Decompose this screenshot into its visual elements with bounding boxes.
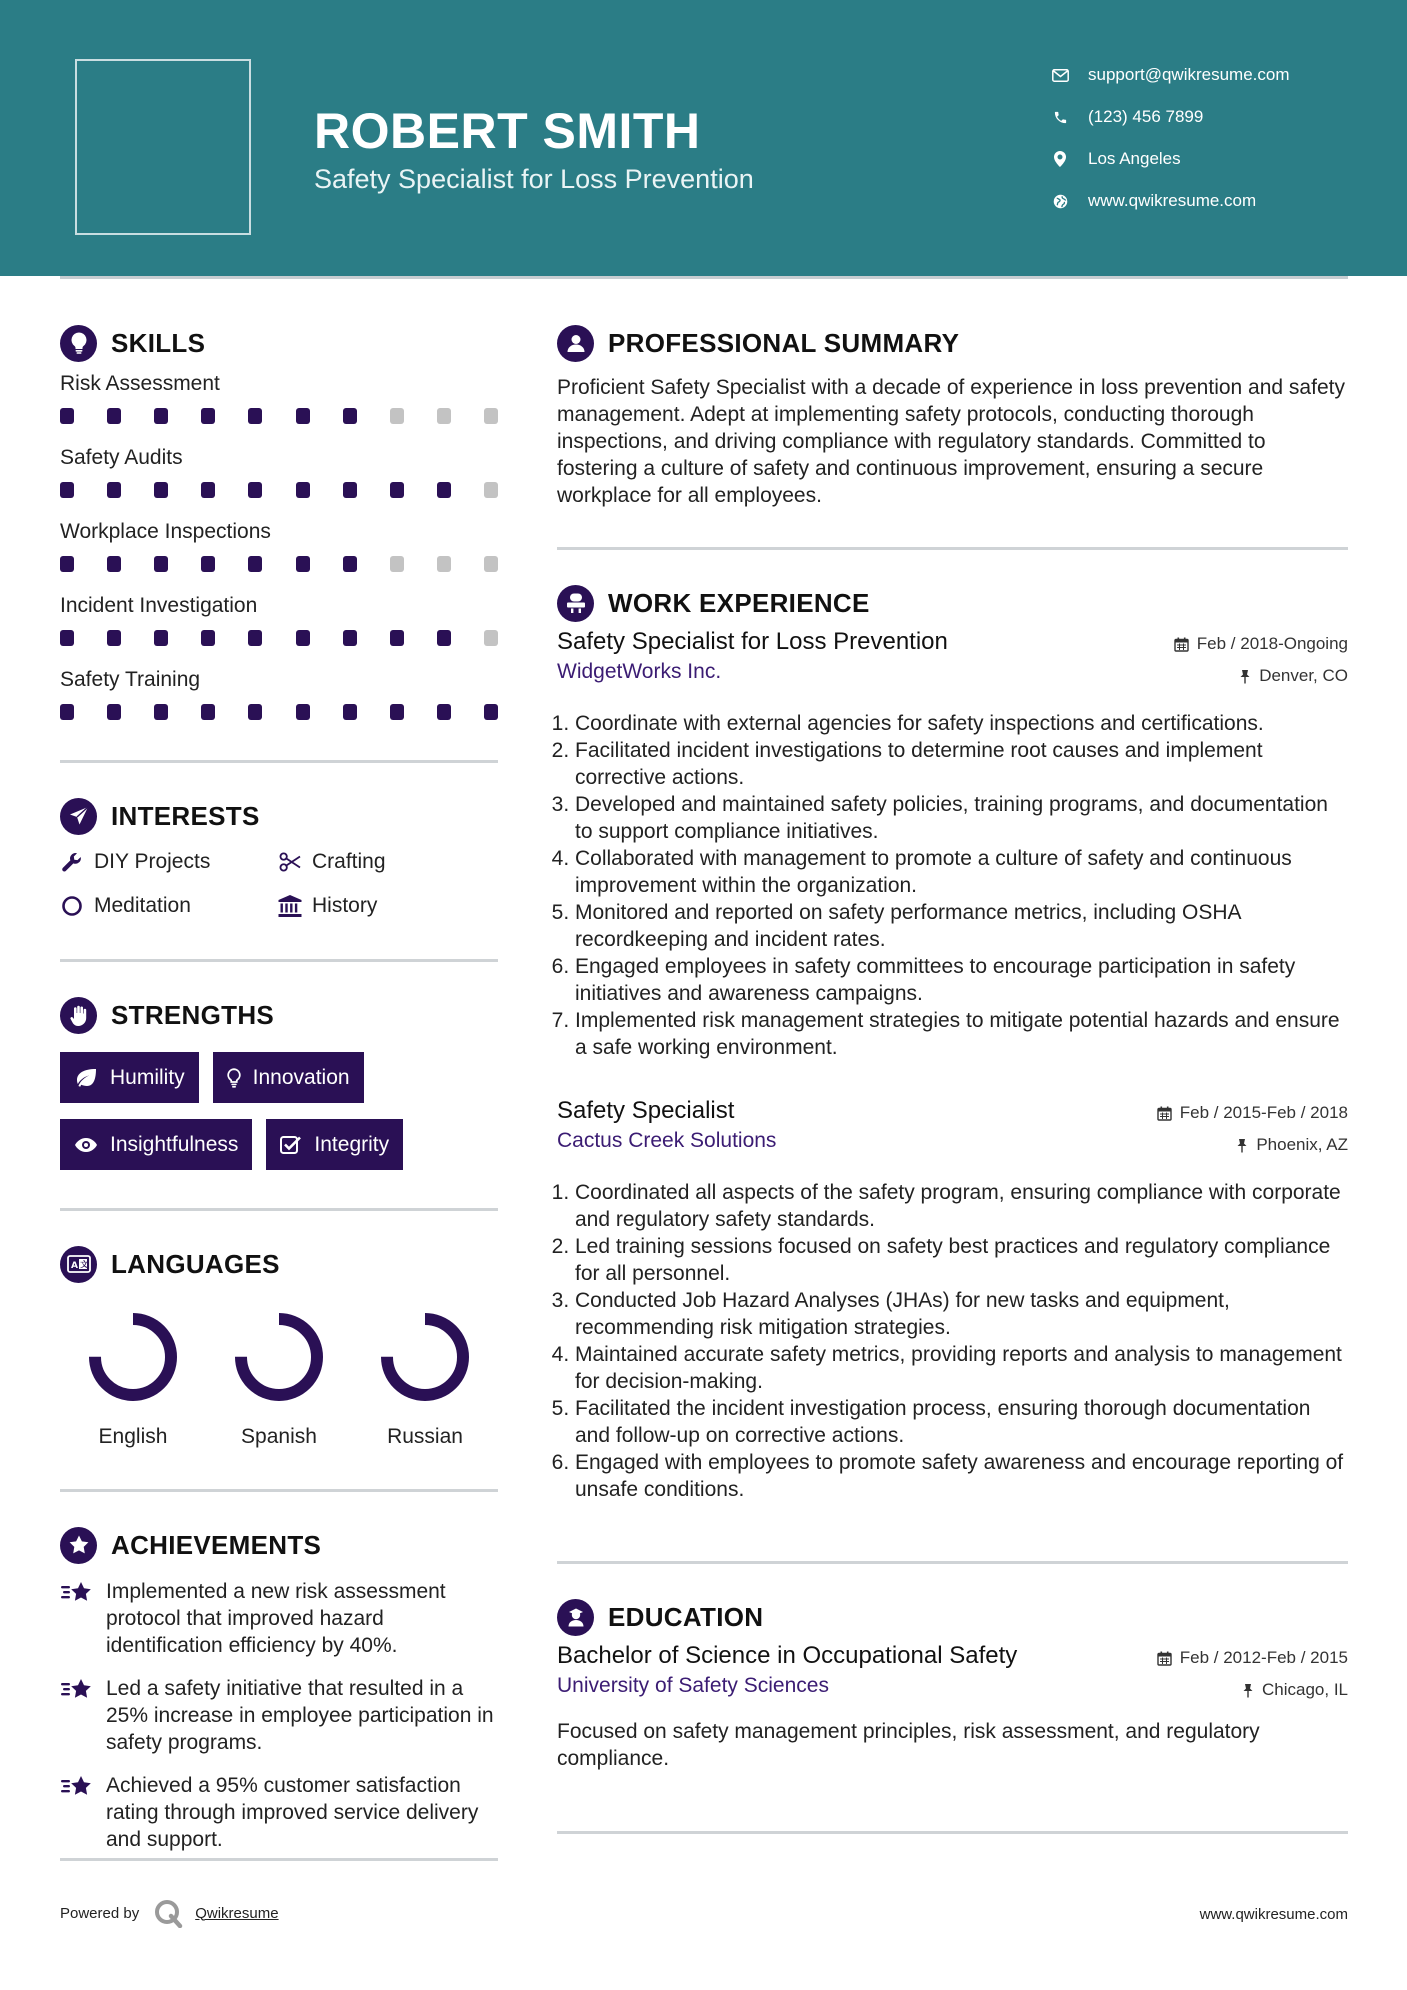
- qwikresume-link[interactable]: Qwikresume: [195, 1904, 279, 1922]
- interests-heading: INTERESTS: [60, 791, 498, 841]
- strength-tag: Integrity: [266, 1119, 403, 1170]
- language-progress-arc: [241, 1319, 317, 1395]
- rating-dot-empty: [484, 630, 498, 646]
- section-divider: [60, 760, 498, 763]
- graduate-icon: [557, 1599, 594, 1636]
- skill-item: Workplace Inspections: [60, 520, 498, 572]
- calendar-icon: [1157, 1651, 1172, 1666]
- right-column: [557, 318, 1348, 1772]
- rating-dot-filled: [390, 630, 404, 646]
- eye-icon: [74, 1137, 98, 1153]
- pushpin-icon: [1242, 1683, 1254, 1698]
- skill-rating: [60, 556, 498, 572]
- rating-dot-filled: [248, 630, 262, 646]
- interests-list: [60, 847, 498, 921]
- star-icon: [60, 1578, 96, 1659]
- calendar-icon: [1174, 637, 1189, 652]
- achievement-item: Implemented a new risk assessment protocol that improved hazard identification efficiency by 40%.: [60, 1578, 498, 1659]
- job-entry: [557, 628, 1348, 1061]
- duties-list: [557, 1179, 1348, 1503]
- job-title: Safety Specialist: [557, 1097, 735, 1124]
- interest-item: History: [278, 891, 496, 921]
- job-meta: Feb / 2015-Feb / 2018 Phoenix, AZ: [1157, 1097, 1348, 1161]
- section-divider: [60, 1208, 498, 1211]
- duty-item: 4. Collaborated with management to promote a culture of safety and continuous improvement within the organization.: [575, 845, 1348, 899]
- education-entry: [557, 1642, 1348, 1772]
- section-divider: [557, 547, 1348, 550]
- rating-dot-empty: [484, 408, 498, 424]
- contact-email[interactable]: support@qwikresume.com: [1050, 54, 1290, 96]
- pushpin-icon: [1236, 1138, 1248, 1153]
- qwikresume-logo-icon: [153, 1898, 183, 1928]
- skill-item: Incident Investigation: [60, 594, 498, 646]
- rating-dot-filled: [154, 408, 168, 424]
- svg-text:文: 文: [79, 1260, 88, 1270]
- contact-website[interactable]: www.qwikresume.com: [1050, 180, 1290, 222]
- company-name: WidgetWorks Inc.: [557, 660, 722, 683]
- rating-dot-filled: [154, 482, 168, 498]
- footer-branding: Powered by Qwikresume: [60, 1898, 279, 1928]
- language-item: English: [60, 1307, 206, 1449]
- duty-item: 2. Facilitated incident investigations to determine root causes and implement corrective actions.: [575, 737, 1348, 791]
- language-icon: [60, 1246, 97, 1283]
- rating-dot-filled: [107, 630, 121, 646]
- rating-dot-filled: [107, 408, 121, 424]
- achievements-heading: ACHIEVEMENTS: [60, 1520, 498, 1570]
- lightbulb-outline-icon: [227, 1068, 241, 1088]
- star-icon: [60, 1675, 96, 1756]
- rating-dot-filled: [107, 704, 121, 720]
- rating-dot-filled: [437, 704, 451, 720]
- rating-dot-filled: [296, 630, 310, 646]
- language-progress-ring: [83, 1307, 183, 1407]
- section-divider: [557, 1561, 1348, 1564]
- rating-dot-filled: [201, 704, 215, 720]
- wrench-icon: [60, 851, 84, 873]
- footer-divider: [60, 1858, 498, 1861]
- education-heading: EDUCATION: [557, 1592, 1348, 1642]
- duty-item: 1. Coordinate with external agencies for safety inspections and certifications.: [575, 710, 1348, 737]
- lightbulb-icon: [60, 325, 97, 362]
- rating-dot-filled: [296, 482, 310, 498]
- duty-item: 5. Facilitated the incident investigation process, ensuring thorough documentation and follow-up on corrective actions.: [575, 1395, 1348, 1449]
- rating-dot-filled: [390, 482, 404, 498]
- user-icon: [557, 325, 594, 362]
- rating-dot-filled: [484, 704, 498, 720]
- rating-dot-filled: [437, 630, 451, 646]
- strengths-list: [60, 1052, 498, 1170]
- achievements-list: [60, 1578, 498, 1853]
- job-title: Safety Specialist for Loss Prevention: [557, 628, 948, 655]
- candidate-role: Safety Specialist for Loss Prevention: [314, 164, 754, 194]
- language-progress-arc: [387, 1319, 463, 1395]
- strength-tag: Innovation: [213, 1052, 364, 1103]
- skills-heading: SKILLS: [60, 318, 498, 368]
- circle-icon: [60, 895, 84, 917]
- phone-icon: [1050, 107, 1070, 127]
- rating-dot-filled: [60, 630, 74, 646]
- interest-item: Meditation: [60, 891, 278, 921]
- paper-plane-icon: [60, 798, 97, 835]
- rating-dot-empty: [390, 408, 404, 424]
- language-progress-arc: [95, 1319, 171, 1395]
- contact-location: Los Angeles: [1050, 138, 1290, 180]
- interest-item: DIY Projects: [60, 847, 278, 877]
- rating-dot-empty: [437, 408, 451, 424]
- globe-icon: [1050, 191, 1070, 211]
- strength-tag: Insightfulness: [60, 1119, 252, 1170]
- language-item: Spanish: [206, 1307, 352, 1449]
- rating-dot-empty: [484, 482, 498, 498]
- rating-dot-filled: [107, 482, 121, 498]
- rating-dot-filled: [248, 704, 262, 720]
- skill-rating: [60, 630, 498, 646]
- summary-heading: PROFESSIONAL SUMMARY: [557, 318, 1348, 368]
- rating-dot-filled: [390, 704, 404, 720]
- language-item: Russian: [352, 1307, 498, 1449]
- duty-item: 3. Developed and maintained safety policies, training programs, and documentation to support compliance initiatives.: [575, 791, 1348, 845]
- skill-item: Safety Training: [60, 668, 498, 720]
- svg-text:A: A: [70, 1261, 78, 1271]
- candidate-name: ROBERT SMITH: [314, 103, 701, 159]
- duty-item: 1. Coordinated all aspects of the safety program, ensuring compliance with corporate and regulatory safety standards.: [575, 1179, 1348, 1233]
- checkbox-icon: [280, 1135, 302, 1155]
- photo-placeholder: [75, 59, 251, 235]
- footer-divider-right: [557, 1831, 1348, 1834]
- duty-item: 6. Engaged with employees to promote safety awareness and encourage reporting of unsafe conditions.: [575, 1449, 1348, 1503]
- skill-rating: [60, 482, 498, 498]
- summary-text: Proficient Safety Specialist with a decade of experience in loss prevention and safety management. Adept at implementing safety protocols, conducting thorough inspections, and driving compliance with regulatory standards. Committed to fostering a culture of safety and continuous improvement, ensuring a secure workplace for all employees.: [557, 376, 1345, 507]
- rating-dot-filled: [154, 630, 168, 646]
- duties-list: [557, 710, 1348, 1061]
- job-meta: Feb / 2018-Ongoing Denver, CO: [1174, 628, 1348, 692]
- duty-item: 2. Led training sessions focused on safety best practices and regulatory compliance for all personnel.: [575, 1233, 1348, 1287]
- degree-title: Bachelor of Science in Occupational Safety: [557, 1642, 1018, 1669]
- contact-phone[interactable]: (123) 456 7899: [1050, 96, 1290, 138]
- rating-dot-filled: [201, 408, 215, 424]
- star-badge-icon: [60, 1527, 97, 1564]
- duty-item: 7. Implemented risk management strategies to mitigate potential hazards and ensure a safe working environment.: [575, 1007, 1348, 1061]
- left-column: [60, 318, 498, 1869]
- rating-dot-filled: [248, 408, 262, 424]
- rating-dot-filled: [107, 556, 121, 572]
- strength-tag: Humility: [60, 1052, 199, 1103]
- skill-rating: [60, 408, 498, 424]
- resume-header: [0, 0, 1407, 276]
- hand-icon: [60, 997, 97, 1034]
- footer-website[interactable]: www.qwikresume.com: [1199, 1906, 1348, 1923]
- interest-item: Crafting: [278, 847, 496, 877]
- rating-dot-filled: [154, 704, 168, 720]
- header-divider: [60, 276, 1348, 279]
- location-pin-icon: [1050, 149, 1070, 169]
- star-icon: [60, 1772, 96, 1853]
- contact-list: [1050, 54, 1290, 222]
- rating-dot-filled: [343, 556, 357, 572]
- achievement-item: Led a safety initiative that resulted in a 25% increase in employee participation in safety programs.: [60, 1675, 498, 1756]
- languages-list: [60, 1307, 498, 1449]
- skill-rating: [60, 704, 498, 720]
- rating-dot-filled: [248, 482, 262, 498]
- rating-dot-filled: [201, 630, 215, 646]
- rating-dot-filled: [296, 704, 310, 720]
- rating-dot-empty: [390, 556, 404, 572]
- rating-dot-filled: [60, 556, 74, 572]
- duty-item: 3. Conducted Job Hazard Analyses (JHAs) for new tasks and equipment, recommending risk mitigation strategies.: [575, 1287, 1348, 1341]
- rating-dot-filled: [201, 482, 215, 498]
- education-description: Focused on safety management principles, risk assessment, and regulatory compliance.: [557, 1720, 1260, 1770]
- rating-dot-filled: [60, 482, 74, 498]
- rating-dot-filled: [343, 630, 357, 646]
- achievement-item: Achieved a 95% customer satisfaction rating through improved service delivery and support.: [60, 1772, 498, 1853]
- scissors-icon: [278, 852, 302, 872]
- languages-heading: A 文 LANGUAGES: [60, 1239, 498, 1289]
- job-entry: [557, 1097, 1348, 1503]
- rating-dot-filled: [296, 408, 310, 424]
- briefcase-icon: [557, 585, 594, 622]
- strengths-heading: STRENGTHS: [60, 990, 498, 1040]
- education-meta: Feb / 2012-Feb / 2015 Chicago, IL: [1157, 1642, 1348, 1706]
- rating-dot-filled: [343, 704, 357, 720]
- rating-dot-filled: [248, 556, 262, 572]
- rating-dot-filled: [437, 482, 451, 498]
- experience-heading: WORK EXPERIENCE: [557, 578, 1348, 628]
- duty-item: 4. Maintained accurate safety metrics, providing reports and analysis to management for decision-making.: [575, 1341, 1348, 1395]
- skill-item: Safety Audits: [60, 446, 498, 498]
- language-progress-ring: [229, 1307, 329, 1407]
- museum-icon: [278, 895, 302, 917]
- rating-dot-filled: [60, 408, 74, 424]
- rating-dot-filled: [201, 556, 215, 572]
- envelope-icon: [1050, 65, 1070, 85]
- leaf-icon: [74, 1068, 98, 1088]
- skills-list: [60, 372, 498, 720]
- rating-dot-filled: [154, 556, 168, 572]
- rating-dot-filled: [343, 482, 357, 498]
- skill-item: Risk Assessment: [60, 372, 498, 424]
- section-divider: [60, 1489, 498, 1492]
- language-progress-ring: [375, 1307, 475, 1407]
- pushpin-icon: [1239, 669, 1251, 684]
- rating-dot-empty: [484, 556, 498, 572]
- school-name: University of Safety Sciences: [557, 1674, 829, 1697]
- calendar-icon: [1157, 1106, 1172, 1121]
- rating-dot-filled: [296, 556, 310, 572]
- company-name: Cactus Creek Solutions: [557, 1129, 777, 1152]
- section-divider: [60, 959, 498, 962]
- rating-dot-filled: [60, 704, 74, 720]
- rating-dot-filled: [343, 408, 357, 424]
- duty-item: 6. Engaged employees in safety committees to encourage participation in safety initiatives and awareness campaigns.: [575, 953, 1348, 1007]
- rating-dot-empty: [437, 556, 451, 572]
- duty-item: 5. Monitored and reported on safety performance metrics, including OSHA recordkeeping and incident rates.: [575, 899, 1348, 953]
